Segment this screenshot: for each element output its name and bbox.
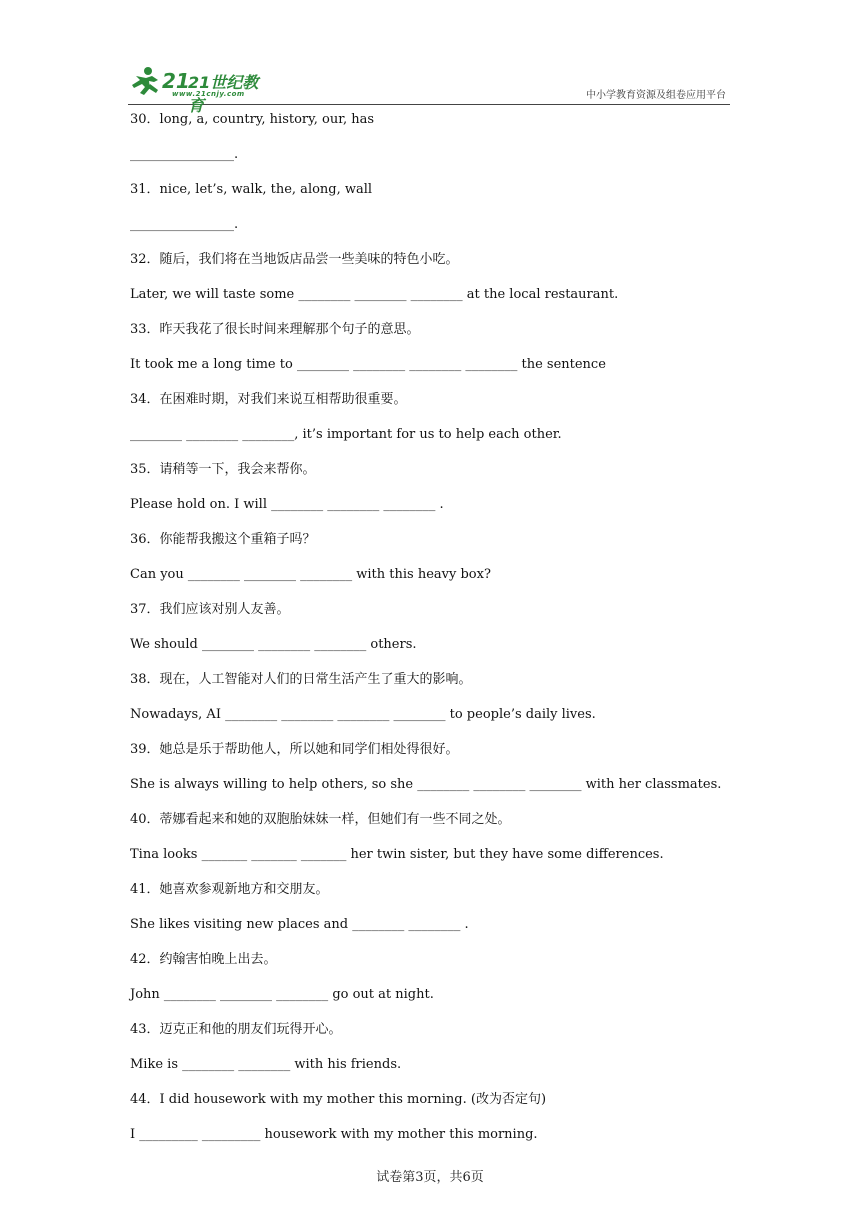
question-37 <box>130 602 740 653</box>
logo-text: 21世纪教育 <box>188 73 259 115</box>
answer-line: John ________ ________ ________ go out at night. <box>130 987 434 1002</box>
question-text: 30．long, a, country, history, our, has <box>130 112 375 127</box>
answer-line: She likes visiting new places and ________ ________ . <box>130 917 469 932</box>
question-text: 37．我们应该对别人友善。 <box>130 602 290 617</box>
answer-line: ________________. <box>130 147 239 162</box>
answer-line: I _________ _________ housework with my mother this morning. <box>130 1127 538 1142</box>
question-list <box>130 112 740 1143</box>
answer-line: Please hold on. I will ________ ________ ________ . <box>130 497 444 512</box>
question-text: 43．迈克正和他的朋友们玩得开心。 <box>130 1022 342 1037</box>
question-34 <box>130 392 740 443</box>
answer-line: She is always willing to help others, so she ________ ________ ________ with her classmates. <box>130 777 722 792</box>
question-31 <box>130 182 740 233</box>
question-text: 44．I did housework with my mother this morning. (改为否定句) <box>130 1092 547 1107</box>
question-39 <box>130 742 740 793</box>
question-text: 31．nice, let’s, walk, the, along, wall <box>130 182 373 197</box>
logo <box>128 62 268 115</box>
page-header <box>128 62 730 115</box>
question-33 <box>130 322 740 373</box>
answer-line: Later, we will taste some ________ ________ ________ at the local restaurant. <box>130 287 619 302</box>
answer-line: Can you ________ ________ ________ with this heavy box? <box>130 567 491 582</box>
answer-line: Tina looks _______ _______ _______ her twin sister, but they have some differences. <box>130 847 664 862</box>
question-36 <box>130 532 740 583</box>
question-41 <box>130 882 740 933</box>
question-40 <box>130 812 740 863</box>
question-43 <box>130 1022 740 1073</box>
answer-line: We should ________ ________ ________ others. <box>130 637 417 652</box>
question-text: 38．现在，人工智能对人们的日常生活产生了重大的影响。 <box>130 672 472 687</box>
question-text: 32．随后，我们将在当地饭店品尝一些美味的特色小吃。 <box>130 252 459 267</box>
answer-line: Nowadays, AI ________ ________ ________ ________ to people’s daily lives. <box>130 707 596 722</box>
question-text: 40．蒂娜看起来和她的双胞胎妹妹一样，但她们有一些不同之处。 <box>130 812 511 827</box>
question-38 <box>130 672 740 723</box>
question-text: 42．约翰害怕晚上出去。 <box>130 952 277 967</box>
question-30 <box>130 112 740 163</box>
question-44 <box>130 1092 740 1143</box>
question-35 <box>130 462 740 513</box>
question-42 <box>130 952 740 1003</box>
platform-name: 中小学教育资源及组卷应用平台 <box>586 90 726 101</box>
question-text: 34．在困难时期，对我们来说互相帮助很重要。 <box>130 392 407 407</box>
question-text: 36．你能帮我搬这个重箱子吗？ <box>130 532 316 547</box>
question-text: 39．她总是乐于帮助他人，所以她和同学们相处得很好。 <box>130 742 459 757</box>
question-text: 41．她喜欢参观新地方和交朋友。 <box>130 882 329 897</box>
logo-url: www.21cnjy.com <box>172 90 245 98</box>
question-text: 35．请稍等一下，我会来帮你。 <box>130 462 316 477</box>
answer-line: ________________. <box>130 217 239 232</box>
answer-line: It took me a long time to ________ ________ ________ ________ the sentence <box>130 357 606 372</box>
answer-line: ________ ________ ________, it’s important for us to help each other. <box>130 427 562 442</box>
question-32 <box>130 252 740 303</box>
answer-line: Mike is ________ ________ with his friends. <box>130 1057 402 1072</box>
svg-text:21: 21 <box>162 69 190 93</box>
page-footer: 试卷第3页，共6页 <box>376 1170 484 1185</box>
question-text: 33．昨天我花了很长时间来理解那个句子的意思。 <box>130 322 420 337</box>
